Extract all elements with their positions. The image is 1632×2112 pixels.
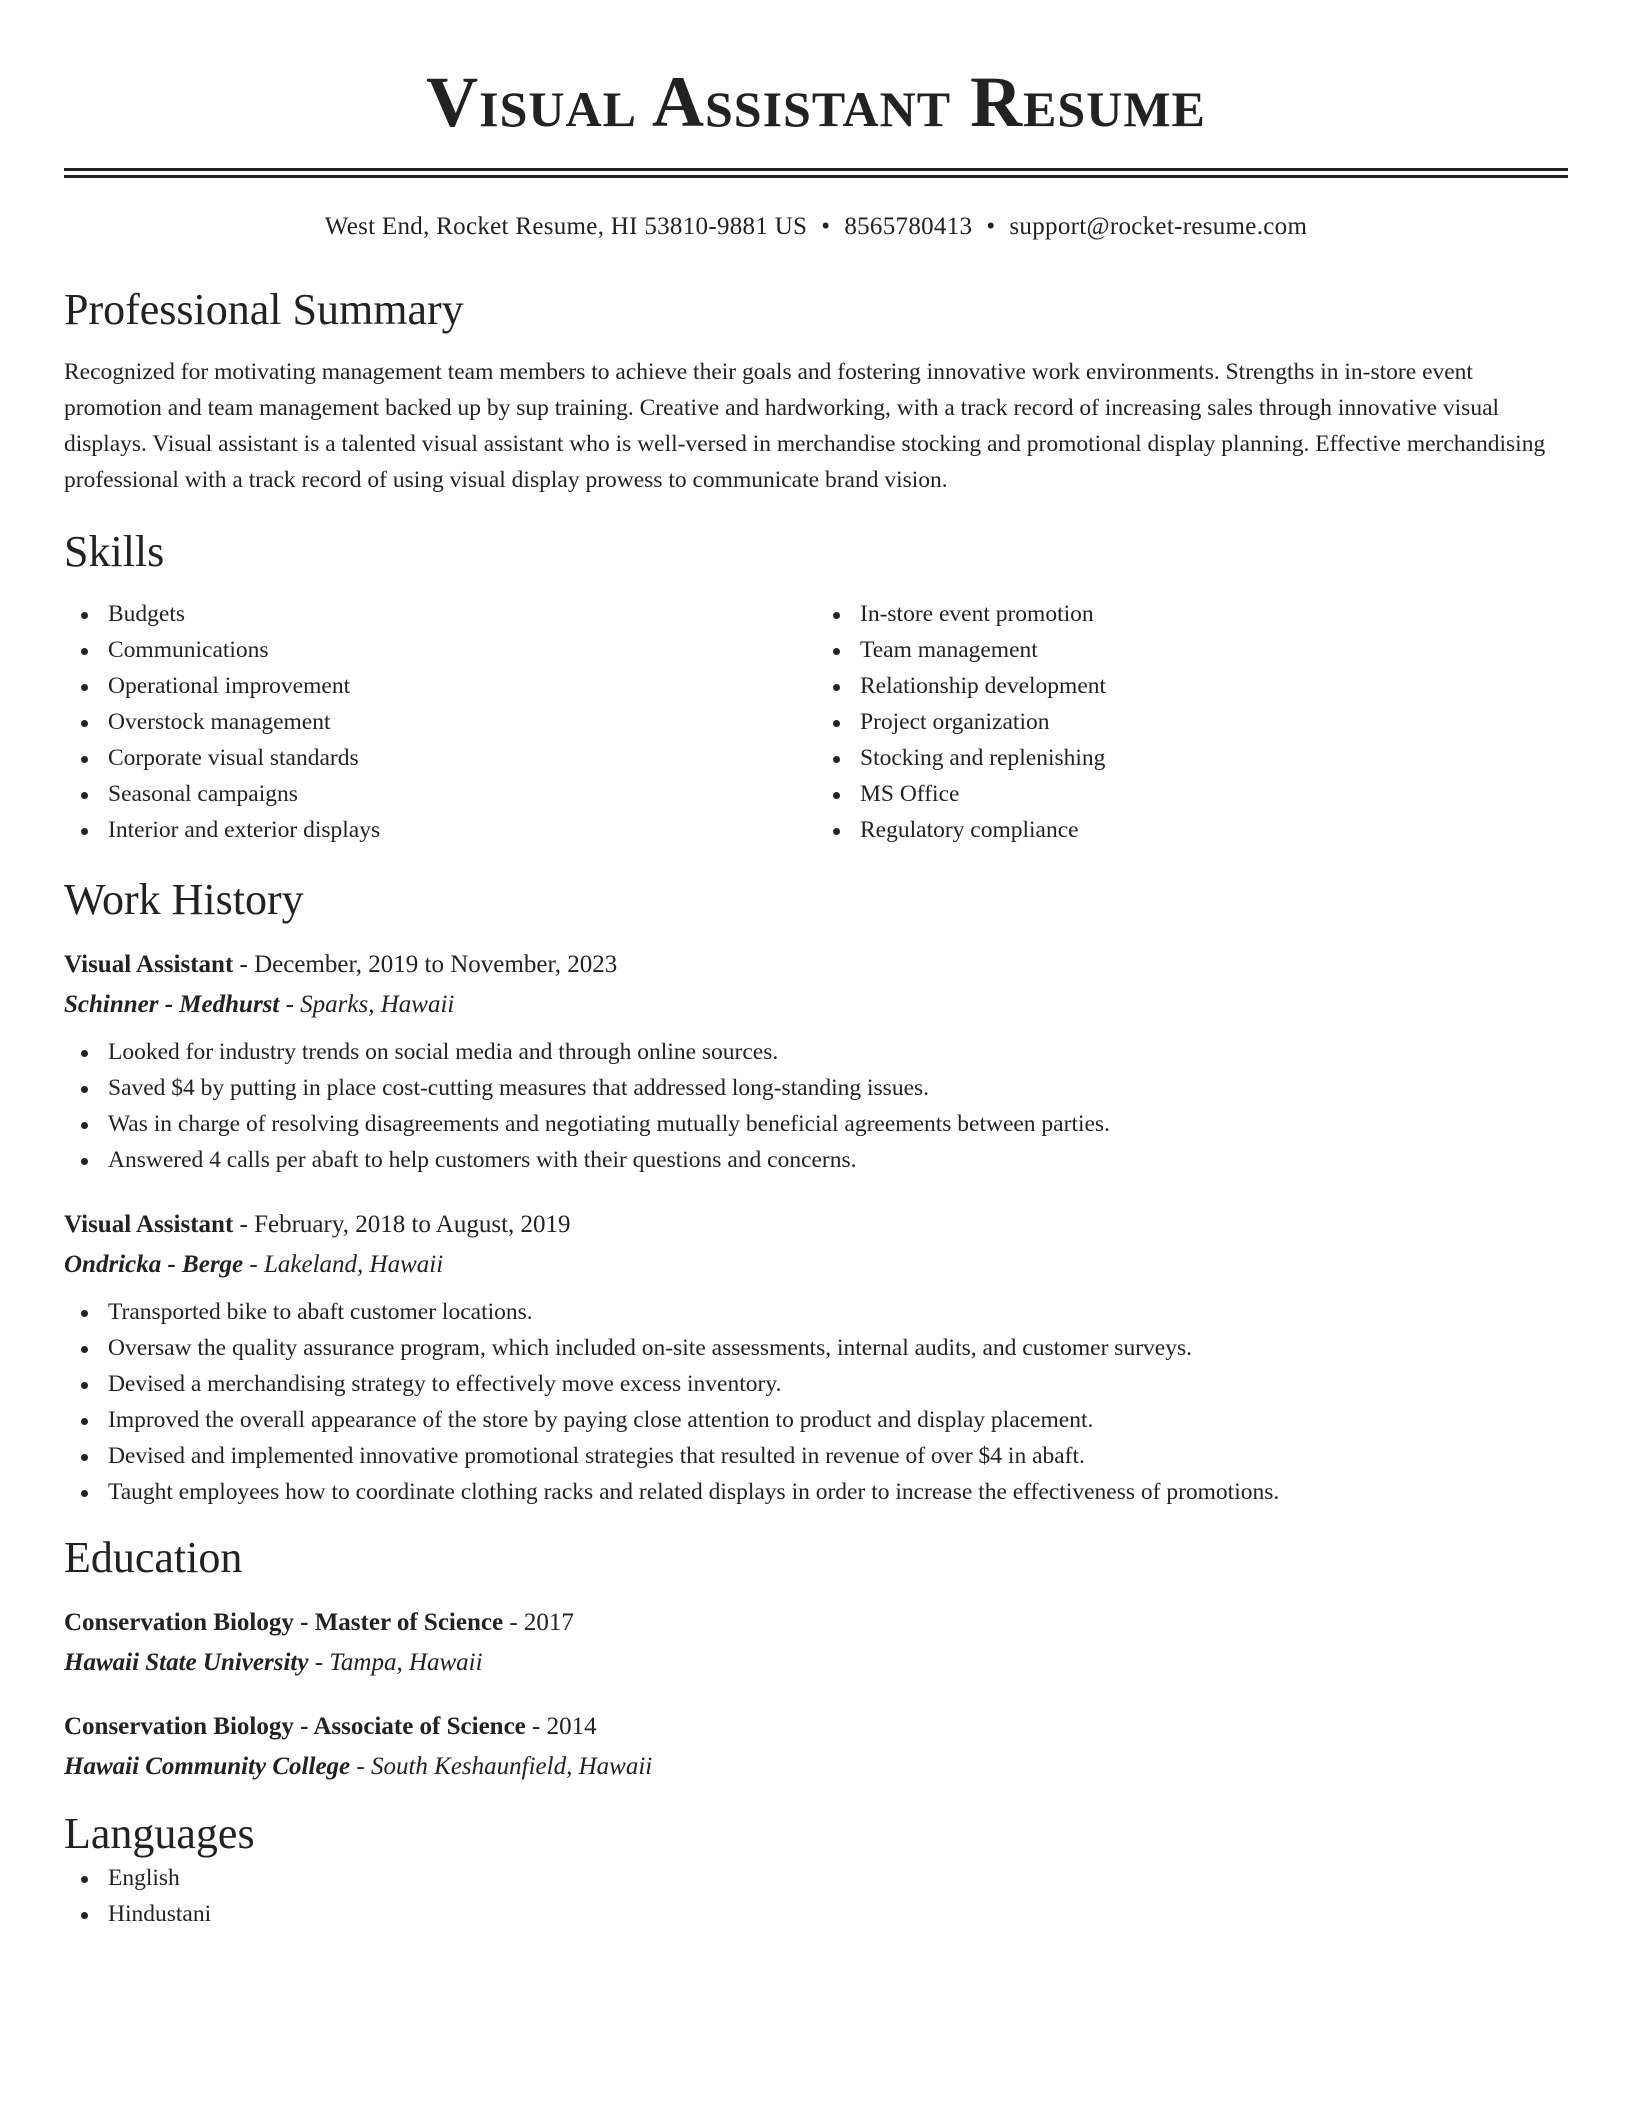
contact-separator: • bbox=[821, 213, 831, 240]
skill-item: Relationship development bbox=[816, 668, 1568, 704]
job-duty: Looked for industry trends on social media and through online sources. bbox=[64, 1034, 1568, 1070]
job-duty: Was in charge of resolving disagreements and negotiating mutually beneficial agreements between parties. bbox=[64, 1106, 1568, 1142]
job-duty: Answered 4 calls per abaft to help customers with their questions and concerns. bbox=[64, 1142, 1568, 1178]
job-duty: Devised a merchandising strategy to effectively move excess inventory. bbox=[64, 1366, 1568, 1402]
degree-year: - 2017 bbox=[503, 1609, 574, 1636]
job-employer bbox=[64, 1250, 1568, 1280]
job-duty: Devised and implemented innovative promotional strategies that resulted in revenue of over $4 in abaft. bbox=[64, 1438, 1568, 1474]
skill-item: Corporate visual standards bbox=[64, 740, 816, 776]
skills-list bbox=[64, 596, 1568, 848]
languages-heading: Languages bbox=[64, 1809, 255, 1858]
education-header bbox=[64, 1608, 1568, 1638]
education-entry bbox=[64, 1712, 1568, 1782]
education-school bbox=[64, 1752, 1568, 1782]
company-location: - Sparks, Hawaii bbox=[279, 991, 455, 1018]
job-duty: Saved $4 by putting in place cost-cutting measures that addressed long-standing issues. bbox=[64, 1070, 1568, 1106]
contact-line bbox=[64, 212, 1568, 242]
job-employer bbox=[64, 990, 1568, 1020]
contact-phone: 8565780413 bbox=[844, 213, 973, 240]
summary-heading: Professional Summary bbox=[64, 285, 464, 334]
job-duty: Oversaw the quality assurance program, which included on-site assessments, internal audits, and customer surveys. bbox=[64, 1330, 1568, 1366]
skill-item: Seasonal campaigns bbox=[64, 776, 816, 812]
job-dates: - December, 2019 to November, 2023 bbox=[233, 951, 618, 978]
job-title: Visual Assistant bbox=[64, 1211, 234, 1238]
school-name: Hawaii State University bbox=[64, 1649, 309, 1676]
job-duties bbox=[64, 1034, 1568, 1178]
job-duty: Taught employees how to coordinate clothing racks and related displays in order to increase the effectiveness of promotions. bbox=[64, 1474, 1568, 1510]
job-duty: Improved the overall appearance of the store by paying close attention to product and display placement. bbox=[64, 1402, 1568, 1438]
work-history-heading: Work History bbox=[64, 875, 304, 924]
school-location: - Tampa, Hawaii bbox=[308, 1649, 483, 1676]
education-header bbox=[64, 1712, 1568, 1742]
degree-year: - 2014 bbox=[525, 1713, 597, 1740]
skill-item: Interior and exterior displays bbox=[64, 812, 816, 848]
skill-item: Project organization bbox=[816, 704, 1568, 740]
skill-item: In-store event promotion bbox=[816, 596, 1568, 632]
job-header bbox=[64, 1210, 1568, 1240]
contact-email: support@rocket-resume.com bbox=[1009, 213, 1308, 240]
skill-item: Operational improvement bbox=[64, 668, 816, 704]
contact-address: West End, Rocket Resume, HI 53810-9881 US bbox=[324, 213, 808, 240]
skills-column-left bbox=[64, 596, 816, 848]
job-title: Visual Assistant bbox=[64, 951, 234, 978]
skill-item: Team management bbox=[816, 632, 1568, 668]
company-name: Schinner - Medhurst bbox=[64, 991, 280, 1018]
education-school bbox=[64, 1648, 1568, 1678]
language-item: English bbox=[64, 1860, 1568, 1896]
skill-item: Overstock management bbox=[64, 704, 816, 740]
languages-list bbox=[64, 1860, 1568, 1932]
page-title: Visual Assistant Resume bbox=[426, 62, 1206, 142]
job-header bbox=[64, 950, 1568, 980]
summary-text: Recognized for motivating management team members to achieve their goals and fostering innovative work environments. Strengths in in-store event promotion and team management backed up by sup training. Creative and hardworking, with a track record of increasing sales through innovative visual displays. Visual assistant is a talented visual assistant who is well-versed in merchandise stocking and promotional display planning. Effective merchandising professional with a track record of using visual display prowess to communicate brand vision. bbox=[64, 359, 1546, 493]
job-dates: - February, 2018 to August, 2019 bbox=[233, 1211, 571, 1238]
skills-column-right bbox=[816, 596, 1568, 848]
job-duty: Transported bike to abaft customer locations. bbox=[64, 1294, 1568, 1330]
skill-item: Regulatory compliance bbox=[816, 812, 1568, 848]
skill-item: Communications bbox=[64, 632, 816, 668]
skill-item: Stocking and replenishing bbox=[816, 740, 1568, 776]
education-heading: Education bbox=[64, 1533, 243, 1582]
skill-item: MS Office bbox=[816, 776, 1568, 812]
job-entry bbox=[64, 1210, 1568, 1510]
degree-name: Conservation Biology - Associate of Science bbox=[64, 1713, 526, 1740]
skills-heading: Skills bbox=[64, 527, 165, 576]
contact-separator: • bbox=[986, 213, 996, 240]
company-name: Ondricka - Berge bbox=[64, 1251, 244, 1278]
language-item: Hindustani bbox=[64, 1896, 1568, 1932]
school-location: - South Keshaunfield, Hawaii bbox=[350, 1753, 653, 1780]
skill-item: Budgets bbox=[64, 596, 816, 632]
school-name: Hawaii Community College bbox=[64, 1753, 351, 1780]
education-entry bbox=[64, 1608, 1568, 1678]
title-divider bbox=[64, 168, 1568, 178]
job-entry bbox=[64, 950, 1568, 1178]
degree-name: Conservation Biology - Master of Science bbox=[64, 1609, 504, 1636]
job-duties bbox=[64, 1294, 1568, 1510]
company-location: - Lakeland, Hawaii bbox=[243, 1251, 444, 1278]
